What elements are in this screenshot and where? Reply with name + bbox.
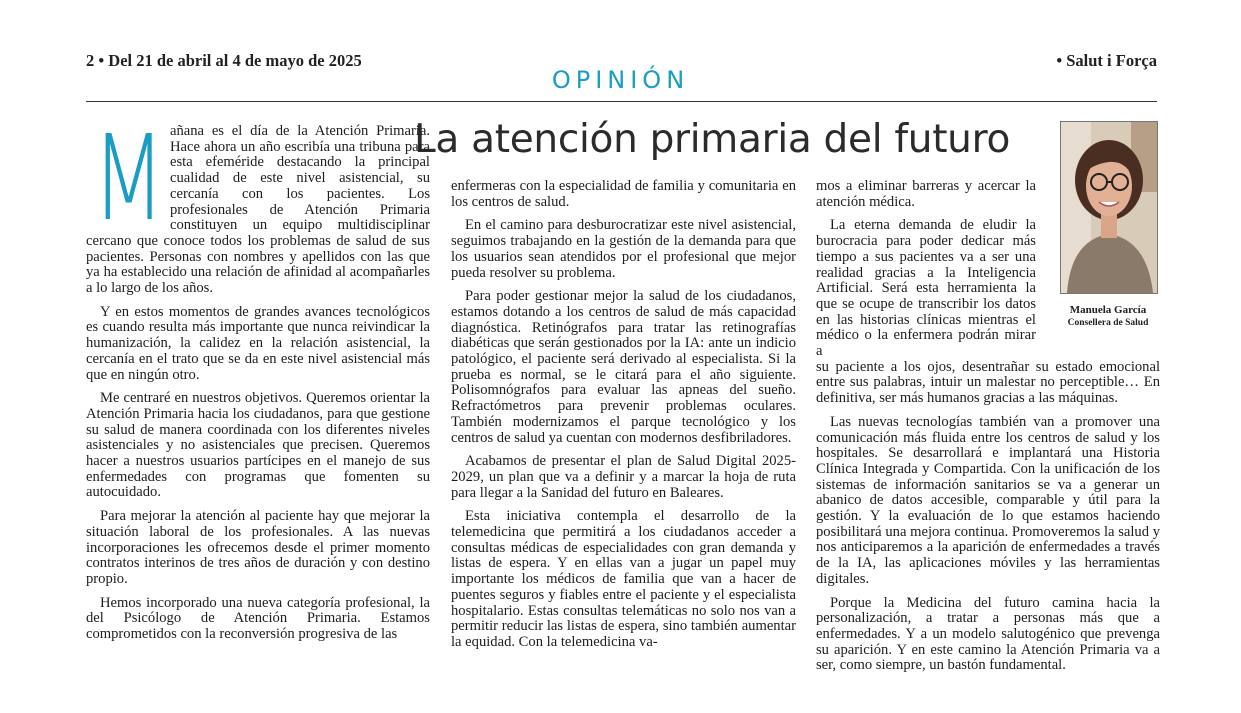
article-paragraph: La eterna demanda de eludir la burocracia para poder dedicar más tiempo a sus pacientes va a ser una realidad gracias a la Inteligencia Artificial. Será esta herramienta la que se ocupe de transcribir los datos en las historias clínicas mientras el médico o la enfermera podrán mirar a xyxy=(816,217,1036,360)
article-paragraph: mos a eliminar barreras y acercar la atención médica. xyxy=(816,178,1036,210)
article-paragraph: Las nuevas tecnologías también van a promover una comunicación más fluida entre los centros de salud y los hospitales. Se desarrollará e implantará una Historia Clínica Integrada y Compartida. Con la unificación de los sistemas de información sanitarios se va a generar un abanico de datos accesible, comparable y útil para la gestión. Y la evaluación de lo que estamos haciendo posibilitará una mejora continua. Promoveremos la salud y nos anticiparemos a la aparición de enfermedades a través de la IA, las aplicaciones móviles y las herramientas digitales. xyxy=(816,413,1160,587)
article-column-2 xyxy=(451,179,796,651)
author-name: Manuela García xyxy=(1069,304,1147,316)
header-divider xyxy=(86,101,1157,102)
publication-name: • Salut i Força xyxy=(1056,51,1157,70)
article-paragraph: Para poder gestionar mejor la salud de los ciudadanos, estamos dotando a los centros de salud de más capacidad diagnóstica. Retinógrafos para tratar las retinografías diabéticas que serán gestionados por la IA: ante un indicio patológico, el paciente será derivado al especialista. Si la prueba es normal, se le citará para el año siguiente. Polisomnógrafos para evaluar las apneas del sueño. Refractómetros para prevenir problemas oculares. También modernizamos el parque tecnológico y los centros de salud ya cuentan con modernos desfibriladores. xyxy=(451,288,796,446)
article-headline: La atención primaria del futuro xyxy=(414,117,1011,162)
paragraph-text: añana es el día de la Atención Primaria. Hace ahora un año escribía una tribuna para esta efeméride destacando la principal cualidad de este nivel asistencial, su cercanía con los pacientes. Los profesionales de Atención Primaria constituyen un equipo multidisciplinar cercano que conoce todos los problemas de salud de sus pacientes. Personas con nombres y apellidos con las que ya ha establecido una relación de afinidad al acompañarles a lo largo de los años. xyxy=(86,123,430,297)
article-column-1 xyxy=(86,109,430,643)
article-paragraph: En el camino para desburocratizar este nivel asistencial, seguimos trabajando en la gestión de la demanda para que los usuarios sean atendidos por el profesional que mejor pueda resolver su problema. xyxy=(451,217,796,281)
drop-cap: M xyxy=(92,109,166,247)
article-paragraph: Esta iniciativa contempla el desarrollo de la telemedicina que permitirá a los ciudadanos acceder a consultas médicas de especialidades con gran demanda y listas de espera. Y en ellas van a jugar un papel muy importante los médicos de familia que van a hacer de puentes seguros y fiables entre el paciente y el especialista hospitalario. Estas consultas telemáticas no solo nos van a permitir reducir las listas de espera, sino también aumentar la equidad. Con la telemedicina va- xyxy=(451,508,796,650)
article-paragraph xyxy=(86,109,430,297)
article-column-3 xyxy=(816,179,1160,674)
page-header-date: 2 • Del 21 de abril al 4 de mayo de 2025 xyxy=(86,51,362,70)
article-paragraph: Porque la Medicina del futuro camina hacia la personalización, a tratar a personas más que a enfermedades. Y a un modelo salutogénico que prevenga su aparición. Y en este camino la Atención Primaria va a ser, como siempre, un bastón fundamental. xyxy=(816,594,1160,674)
article-paragraph: Para mejorar la atención al paciente hay que mejorar la situación laboral de los profesionales. A las nuevas incorporaciones les ofrecemos desde el primer momento contratos interinos de tres años de duración y con destino propio. xyxy=(86,508,430,587)
article-paragraph: Hemos incorporado una nueva categoría profesional, la del Psicólogo de Atención Primaria. Estamos comprometidos con la reconversión progresiva de las xyxy=(86,594,430,643)
author-role: Consellera de Salud xyxy=(1067,318,1149,328)
article-paragraph: enfermeras con la especialidad de familia y comunitaria en los centros de salud. xyxy=(451,178,796,210)
article-paragraph: Acabamos de presentar el plan de Salud Digital 2025-2029, un plan que va a definir y a marcar la hoja de ruta para llegar a la Sanidad del futuro en Baleares. xyxy=(451,453,796,501)
article-paragraph: Me centraré en nuestros objetivos. Queremos orientar la Atención Primaria hacia los ciudadanos, para que gestione su salud de manera coordinada con los diferentes niveles asistenciales y no asistenciales que precisen. Queremos hacer a nuestros usuarios partícipes en el manejo de sus enfermedades con programas que fomenten su autocuidado. xyxy=(86,390,430,501)
article-paragraph: su paciente a los ojos, desentrañar su estado emocional entre sus palabras, intuir un malestar no perceptible… En definitiva, ser más humanos gracias a las máquinas. xyxy=(816,358,1160,407)
article-paragraph: Y en estos momentos de grandes avances tecnológicos es cuando resulta más importante que nunca reivindicar la humanización, la calidez en la relación asistencial, la cercanía en el trato que se da en este nivel asistencial más que en ningún otro. xyxy=(86,303,430,383)
section-title: OPINIÓN xyxy=(551,66,690,94)
column-3-narrow-block xyxy=(816,179,1036,360)
